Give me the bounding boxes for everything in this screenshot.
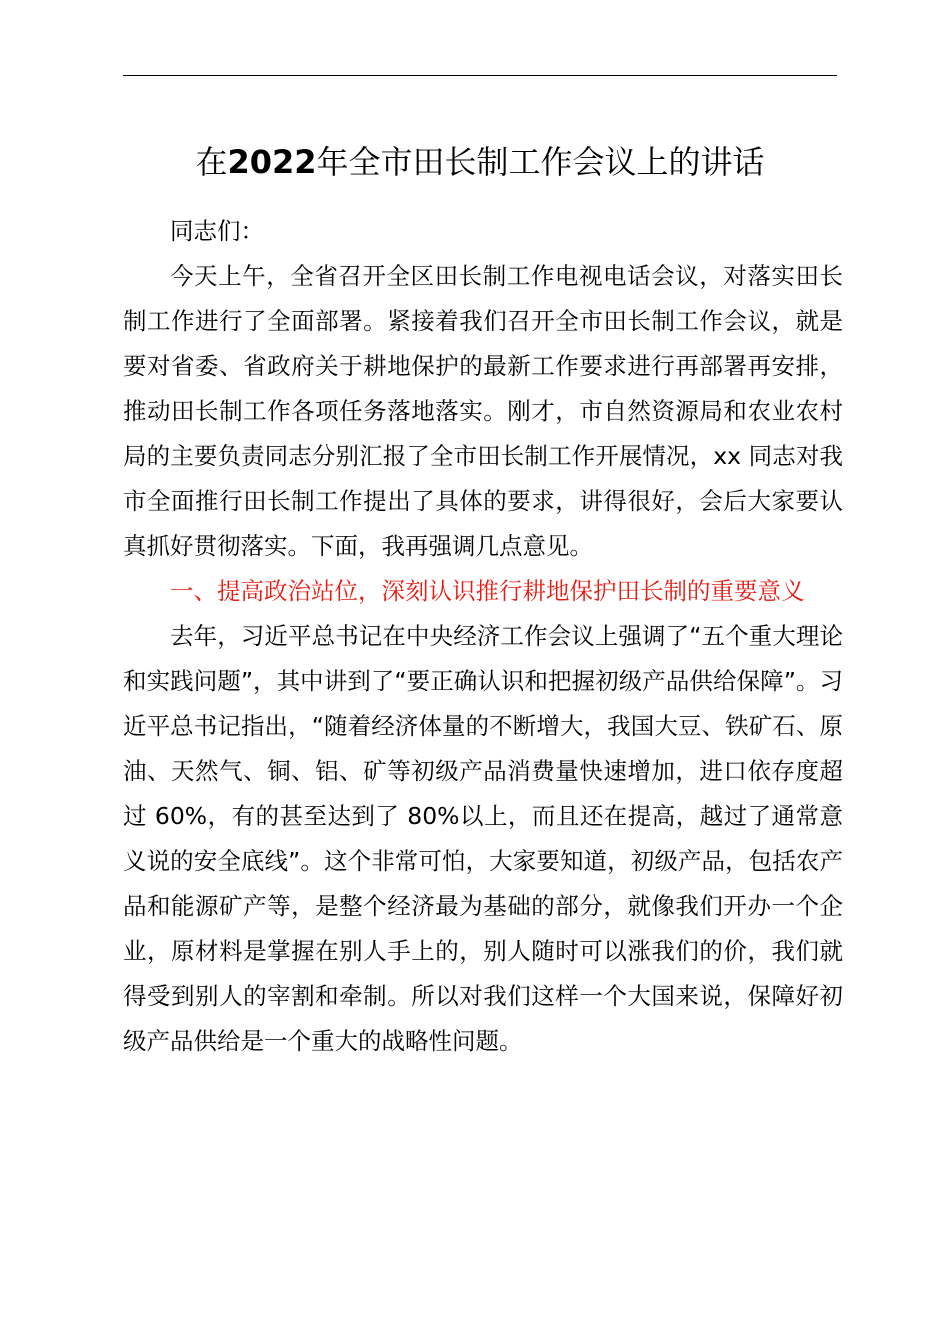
- title-prefix: 在: [195, 143, 228, 181]
- intro-paragraph: 今天上午，全省召开全区田长制工作电视电话会议，对落实田长制工作进行了全面部署。紧接着我们召开全市田长制工作会议，就是要对省委、省政府关于耕地保护的最新工作要求进行再部署再安排，推动田长制工作各项任务落地落实。刚才，市自然资源局和农业农村局的主要负责同志分别汇报了全市田长制工作开展情况，xx 同志对我市全面推行田长制工作提出了具体的要求，讲得很好，会后大家要认真抓好贯彻落实。下面，我再强调几点意见。: [123, 262, 843, 560]
- salutation: 同志们：: [170, 217, 264, 245]
- section-heading: 一、提高政治站位，深刻认识推行耕地保护田长制的重要意义: [170, 577, 805, 605]
- document-title: [123, 138, 837, 186]
- title-suffix: 年全市田长制工作会议上的讲话: [316, 143, 765, 181]
- header-rule: [123, 75, 837, 76]
- document-body: [123, 209, 843, 1064]
- section-paragraph: 去年，习近平总书记在中央经济工作会议上强调了“五个重大理论和实践问题”，其中讲到了“要正确认识和把握初级产品供给保障”。习近平总书记指出，“随着经济体量的不断增大，我国大豆、铁矿石、原油、天然气、铜、铝、矿等初级产品消费量快速增加，进口依存度超过 60%，有的甚至达到了 80%以上，而且还在提高，越过了通常意义说的安全底线”。这个非常可怕，大家要知道，初级产品，包括农产品和能源矿产等，是整个经济最为基础的部分，就像我们开办一个企业，原材料是掌握在别人手上的，别人随时可以涨我们的价，我们就得受到别人的宰割和牵制。所以对我们这样一个大国来说，保障好初级产品供给是一个重大的战略性问题。: [123, 622, 843, 1055]
- title-year: 2022: [227, 143, 317, 181]
